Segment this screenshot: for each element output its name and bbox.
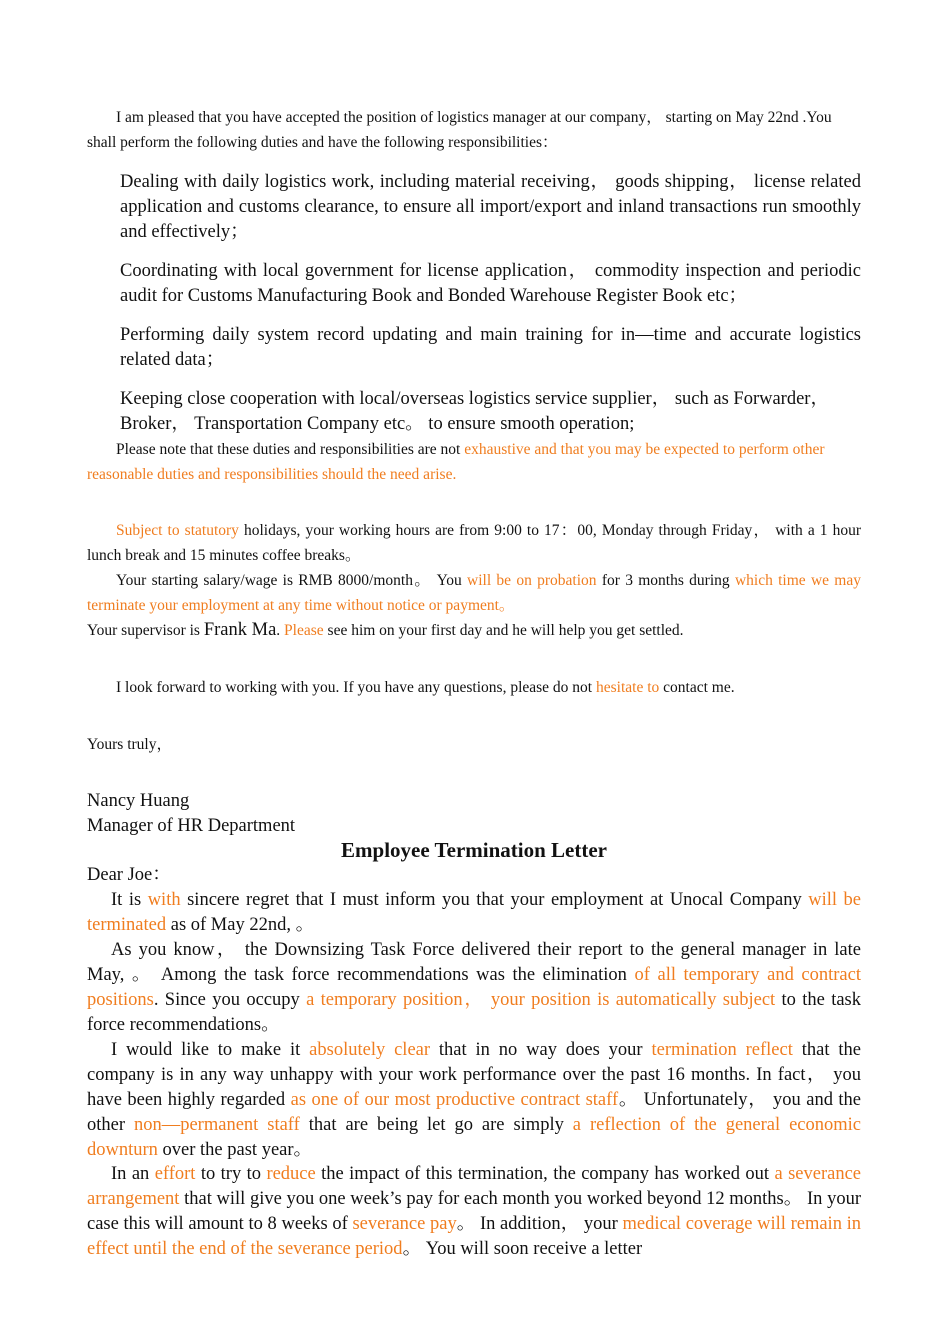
p4-highlight: reduce	[266, 1164, 316, 1184]
p4-highlight: severance pay	[352, 1214, 457, 1234]
p4-text: 。 In addition， your	[456, 1214, 623, 1234]
duty-item-2: Coordinating with local government for license application， commodity inspection and periodic audit for Customs Manufacturing Book and Bonded Warehouse Register Book etc；	[120, 261, 861, 306]
note-highlight: exhaustive and that you may be expected to perform other reasonable duties and responsibilities should the need arise.	[87, 441, 825, 483]
look-forward	[87, 675, 861, 700]
p2-text: As you know， the Downsizing Task Force delivered their report to the general manager in late May, 。 Among the task force recommendations was the elimination	[87, 940, 861, 985]
p3-text: 。 Unfortunately， you and the other	[87, 1090, 861, 1135]
p3-text: that in no way does your	[430, 1040, 652, 1060]
p3-highlight: as one of our most productive contract staff	[290, 1090, 619, 1110]
note-text: Please note that these duties and responsibilities are not	[116, 441, 465, 458]
p4-highlight: effort	[154, 1164, 196, 1184]
salary-text-2: for 3 months during	[596, 572, 735, 589]
termination-paragraph-3	[87, 1038, 861, 1163]
p4-text: that will give you one week’s pay for each month you worked beyond 12 months。 In your case this will amount to 8 weeks of	[87, 1189, 861, 1234]
p2-text: . Since you occupy	[153, 990, 307, 1010]
p1-text: as of May 22nd, 。	[166, 915, 315, 935]
termination-paragraph-2	[87, 938, 861, 1038]
p2-highlight: a temporary position， your position is automatically subject	[306, 990, 776, 1010]
supervisor-line	[87, 618, 861, 643]
p4-highlight: a severance arrangement	[87, 1164, 861, 1209]
p1-text: sincere regret that I must inform you that your employment at Unocal Company	[180, 890, 809, 910]
p4-text: to try to	[195, 1164, 267, 1184]
p3-text: I would like to make it	[111, 1040, 310, 1060]
p3-text: that the company is in any way unhappy with your work performance over the past 16 months. In fact， you have been highly regarded	[87, 1040, 861, 1110]
p2-highlight: of all temporary and contract positions	[87, 965, 861, 1010]
p3-text: over the past year。	[157, 1140, 313, 1160]
p1-highlight: will be terminated	[87, 890, 861, 935]
p1-highlight: with	[147, 890, 181, 910]
p3-highlight: termination reflect	[651, 1040, 793, 1060]
p1-text: It is	[111, 890, 148, 910]
signer-name: Nancy Huang	[87, 791, 190, 811]
closing: Yours truly，	[87, 736, 172, 753]
p3-highlight: a reflection of the general economic downturn	[87, 1115, 862, 1160]
p3-highlight: non—permanent staff	[133, 1115, 300, 1135]
p4-text: In an	[111, 1164, 155, 1184]
termination-title: Employee Termination Letter	[341, 838, 607, 862]
supervisor-period: .	[276, 622, 285, 639]
duties-note	[87, 437, 861, 487]
look-text: I look forward to working with you. If you have any questions, please do not	[116, 679, 596, 696]
salary-text: Your starting salary/wage is RMB 8000/month。 You	[116, 572, 468, 589]
please-highlight: Please	[284, 622, 324, 639]
hours-text: holidays, your working hours are from 9:00 to 17：00, Monday through Friday， with a 1 hour lunch break and 15 minutes coffee breaks。	[87, 522, 862, 564]
working-hours	[87, 518, 861, 568]
p3-text: that are being let go are simply	[299, 1115, 573, 1135]
p4-text: 。 You will soon receive a letter	[402, 1239, 643, 1259]
hours-highlight: Subject to statutory	[116, 522, 239, 539]
duty-item-4: Keeping close cooperation with local/overseas logistics service supplier， such as Forwarder， Broker， Transportation Company etc。 to ensure smooth operation;	[120, 389, 829, 434]
supervisor-text: Your supervisor is	[87, 622, 204, 639]
termination-notice-highlight: which time we may terminate your employment at any time without notice or payment。	[87, 572, 861, 614]
salary-probation	[87, 568, 861, 618]
look-text-2: contact me.	[659, 679, 735, 696]
duty-item-3: Performing daily system record updating and main training for in—time and accurate logistics related data；	[120, 325, 861, 370]
supervisor-text-2: see him on your first day and he will help you get settled.	[323, 622, 684, 639]
p2-text: to the task force recommendations。	[87, 990, 861, 1035]
termination-paragraph-1	[87, 888, 861, 938]
duty-item-1: Dealing with daily logistics work, including material receiving， goods shipping， license related application and customs clearance, to ensure all import/export and inland transactions run smoothly and effectively；	[120, 172, 861, 242]
signer-title: Manager of HR Department	[87, 816, 296, 836]
offer-intro-text: I am pleased that you have accepted the position of logistics manager at our company， starting on May 22nd .You shall perform the following duties and have the following responsibilities：	[87, 109, 832, 151]
supervisor-name: Frank Ma	[203, 620, 277, 640]
probation-highlight: will be on probation	[467, 572, 597, 589]
p4-highlight: medical coverage will remain in effect until the end of the severance period	[87, 1214, 861, 1259]
p3-highlight: absolutely clear	[309, 1040, 431, 1060]
p4-text: the impact of this termination, the company has worked out	[315, 1164, 775, 1184]
salutation: Dear Joe：	[87, 865, 171, 885]
hesitate-highlight: hesitate to	[595, 679, 660, 696]
termination-paragraph-4	[87, 1162, 861, 1262]
offer-intro	[87, 105, 861, 155]
